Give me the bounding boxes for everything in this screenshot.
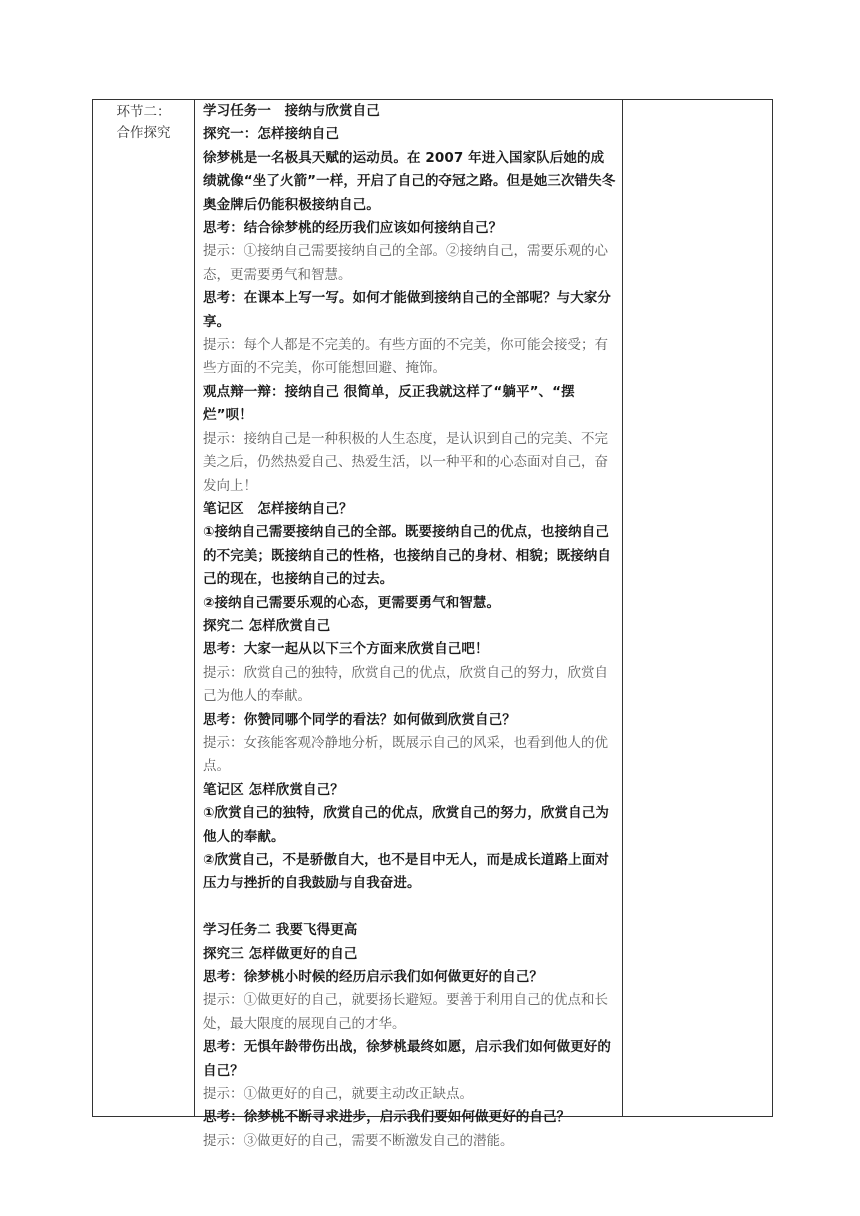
bold-text: 观点辩一辩：接纳自己 很简单，反正我就这样了“躺平”、“摆烂”呗！ <box>203 383 575 424</box>
hint-text: 提示：每个人都是不完美的。有些方面的不完美，你可能会接受；有些方面的不完美，你可能想回避、掩饰。 <box>203 337 608 377</box>
bold-text: 思考：无惧年龄带伤出战，徐梦桃最终如愿，启示我们如何做更好的自己？ <box>203 1039 611 1079</box>
bold-text: 思考：你赞同哪个同学的看法？如何做到欣赏自己？ <box>203 711 516 728</box>
lesson-plan-table <box>92 99 773 1149</box>
bold-text: 探究三 怎样做更好的自己 <box>203 945 358 962</box>
bold-text: 笔记区 怎样接纳自己？ <box>203 500 353 517</box>
stage-label-line-2: 合作探究 <box>116 125 171 141</box>
stage-cell <box>93 100 195 1117</box>
bold-text: ②欣赏自己，不是骄傲自大，也不是目中无人，而是成长道路上面对压力与挫折的自我鼓励与自我奋进。 <box>203 852 609 892</box>
stage-label <box>93 100 194 144</box>
notes-cell <box>623 100 773 1117</box>
bold-text: 学习任务二 我要飞得更高 <box>203 922 358 939</box>
content-cell <box>195 100 623 1149</box>
bold-text: ②接纳自己需要乐观的心态，更需要勇气和智慧。 <box>203 594 501 611</box>
bold-text: 探究二 怎样欣赏自己 <box>203 617 331 634</box>
bold-text: 笔记区 怎样欣赏自己？ <box>203 781 344 798</box>
activity-content <box>195 100 622 1149</box>
bold-text: 思考：结合徐梦桃的经历我们应该如何接纳自己？ <box>203 220 503 237</box>
table-row <box>93 100 773 1117</box>
hint-text: 提示：①做更好的自己，就要扬长避短。要善于利用自己的优点和长处，最大限度的展现自己的才华。 <box>203 992 608 1032</box>
hint-text: 提示：接纳自己是一种积极的人生态度，是认识到自己的完美、不完美之后，仍然热爱自己、热爱生活，以一种平和的心态面对自己，奋发向上！ <box>203 430 608 494</box>
stage-label-line-1: 环节二： <box>116 104 171 120</box>
bold-text: 思考：徐梦桃小时候的经历启示我们如何做更好的自己？ <box>203 969 543 986</box>
bold-text: 学习任务一 接纳与欣赏自己 <box>203 103 380 119</box>
spacer <box>203 896 616 919</box>
bold-text: ①接纳自己需要接纳自己的全部。既要接纳自己的优点，也接纳自己的不完美；既接纳自己的性格，也接纳自己的身材、相貌；既接纳自己的现在，也接纳自己的过去。 <box>203 524 611 588</box>
bold-text: ①欣赏自己的独特，欣赏自己的优点，欣赏自己的努力，欣赏自己为他人的奉献。 <box>203 805 609 845</box>
bold-text: 探究一：怎样接纳自己 <box>203 126 339 143</box>
hint-text: 提示：欣赏自己的独特，欣赏自己的优点，欣赏自己的努力，欣赏自己为他人的奉献。 <box>203 664 608 705</box>
bold-text: 思考：大家一起从以下三个方面来欣赏自己吧！ <box>203 641 489 658</box>
bold-text: 徐梦桃是一名极具天赋的运动员。在 2007 年进入国家队后她的成绩就像“坐了火箭”一样，开启了自己的夺冠之路。但是她三次错失冬奥金牌后仍能积极接纳自己。 <box>203 149 616 213</box>
hint-text: 提示：①接纳自己需要接纳自己的全部。②接纳自己，需要乐观的心态，更需要勇气和智慧。 <box>203 243 608 283</box>
hint-text: 提示：女孩能客观冷静地分析，既展示自己的风采，也看到他人的优点。 <box>203 734 608 775</box>
hint-text: 提示：①做更好的自己，就要主动改正缺点。 <box>203 1086 473 1103</box>
bold-text: 思考：徐梦桃不断寻求进步，启示我们要如何做更好的自己？ <box>203 1109 571 1126</box>
bold-text: 思考：在课本上写一写。如何才能做到接纳自己的全部呢？与大家分享。 <box>203 290 611 330</box>
hint-text: 提示：③做更好的自己，需要不断激发自己的潜能。 <box>203 1132 514 1149</box>
